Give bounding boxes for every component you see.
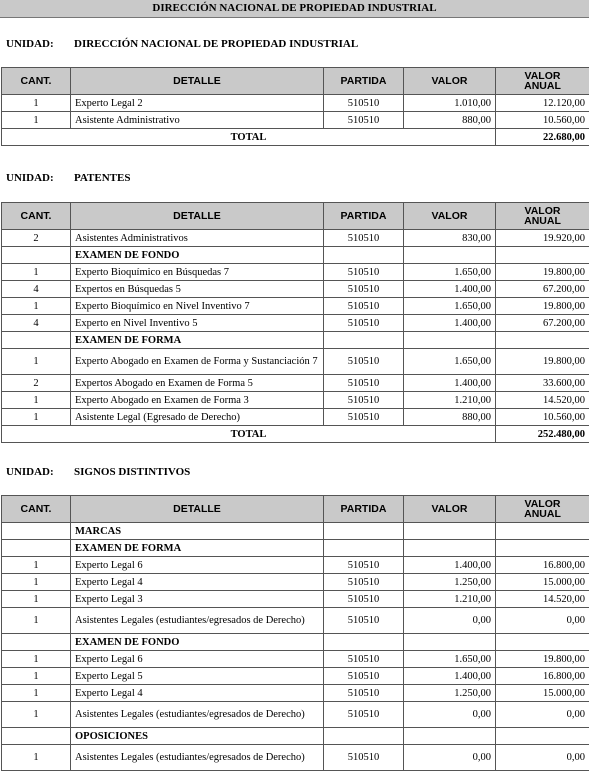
cell-valor-anual: 19.800,00 bbox=[496, 349, 589, 375]
header-valor: VALOR bbox=[404, 68, 496, 95]
cell-cant: 1 bbox=[2, 668, 71, 685]
header-valor-anual bbox=[496, 68, 589, 95]
cell-valor-anual: 19.800,00 bbox=[496, 264, 589, 281]
cell-valor: 1.210,00 bbox=[404, 591, 496, 608]
cell-valor: 1.400,00 bbox=[404, 375, 496, 392]
unit-name: DIRECCIÓN NACIONAL DE PROPIEDAD INDUSTRIAL bbox=[74, 38, 359, 50]
header-valor-anual-line: VALOR bbox=[524, 70, 561, 82]
cell-partida: 510510 bbox=[324, 281, 404, 298]
cell-valor: 1.400,00 bbox=[404, 281, 496, 298]
unit-name: SIGNOS DISTINTIVOS bbox=[74, 466, 191, 478]
table-row bbox=[2, 591, 589, 608]
header-detalle: DETALLE bbox=[71, 68, 324, 95]
header-cant: CANT. bbox=[2, 68, 71, 95]
cell-valor-anual bbox=[496, 523, 589, 540]
subsection-row bbox=[2, 540, 589, 557]
header-partida: PARTIDA bbox=[324, 496, 404, 523]
header-partida: PARTIDA bbox=[324, 203, 404, 230]
table-header-row bbox=[2, 203, 589, 230]
unit-heading bbox=[6, 38, 358, 50]
unit-label: UNIDAD: bbox=[6, 38, 54, 50]
table-header-row bbox=[2, 68, 589, 95]
cell-partida: 510510 bbox=[324, 608, 404, 634]
table-row bbox=[2, 349, 589, 375]
header-detalle: DETALLE bbox=[71, 203, 324, 230]
cell-valor: 880,00 bbox=[404, 112, 496, 129]
table-row bbox=[2, 702, 589, 728]
cell-valor-anual: 14.520,00 bbox=[496, 591, 589, 608]
table-row bbox=[2, 574, 589, 591]
unit-label: UNIDAD: bbox=[6, 172, 54, 184]
cell-cant: 1 bbox=[2, 608, 71, 634]
table-row bbox=[2, 112, 589, 129]
cell-cant: 1 bbox=[2, 685, 71, 702]
cell-valor-anual: 19.920,00 bbox=[496, 230, 589, 247]
header-valor: VALOR bbox=[404, 203, 496, 230]
cell-cant bbox=[2, 728, 71, 745]
cell-valor bbox=[404, 523, 496, 540]
cell-cant: 1 bbox=[2, 112, 71, 129]
cell-valor bbox=[404, 540, 496, 557]
subsection-title: EXAMEN DE FONDO bbox=[71, 247, 324, 264]
cell-partida bbox=[324, 247, 404, 264]
cell-partida bbox=[324, 523, 404, 540]
cell-valor: 880,00 bbox=[404, 409, 496, 426]
cell-partida bbox=[324, 332, 404, 349]
cell-detalle: Experto Legal 6 bbox=[71, 557, 324, 574]
table-row bbox=[2, 668, 589, 685]
cell-partida: 510510 bbox=[324, 668, 404, 685]
subsection-title: EXAMEN DE FONDO bbox=[71, 634, 324, 651]
cell-valor-anual bbox=[496, 540, 589, 557]
cell-valor-anual: 0,00 bbox=[496, 702, 589, 728]
document-banner: DIRECCIÓN NACIONAL DE PROPIEDAD INDUSTRIAL bbox=[0, 0, 589, 18]
cell-partida bbox=[324, 540, 404, 557]
cell-detalle: Experto Legal 3 bbox=[71, 591, 324, 608]
cell-partida: 510510 bbox=[324, 315, 404, 332]
cell-partida: 510510 bbox=[324, 574, 404, 591]
cell-valor-anual bbox=[496, 728, 589, 745]
table-row bbox=[2, 608, 589, 634]
cell-cant: 1 bbox=[2, 702, 71, 728]
cell-cant: 1 bbox=[2, 392, 71, 409]
cell-partida: 510510 bbox=[324, 685, 404, 702]
cell-cant: 2 bbox=[2, 230, 71, 247]
cell-cant: 1 bbox=[2, 745, 71, 771]
cell-partida: 510510 bbox=[324, 95, 404, 112]
cell-cant bbox=[2, 332, 71, 349]
cell-valor-anual: 0,00 bbox=[496, 608, 589, 634]
subsection-row bbox=[2, 247, 589, 264]
header-detalle: DETALLE bbox=[71, 496, 324, 523]
unit-label: UNIDAD: bbox=[6, 466, 54, 478]
cell-partida: 510510 bbox=[324, 557, 404, 574]
total-value: 252.480,00 bbox=[496, 426, 589, 443]
cell-cant: 1 bbox=[2, 651, 71, 668]
cell-valor-anual: 19.800,00 bbox=[496, 298, 589, 315]
cell-valor-anual: 0,00 bbox=[496, 745, 589, 771]
cell-cant: 2 bbox=[2, 375, 71, 392]
header-valor-anual-line: ANUAL bbox=[524, 80, 561, 92]
cell-detalle: Experto Legal 4 bbox=[71, 574, 324, 591]
cell-valor: 0,00 bbox=[404, 745, 496, 771]
cell-detalle: Asistente Legal (Egresado de Derecho) bbox=[71, 409, 324, 426]
cell-valor bbox=[404, 247, 496, 264]
cell-partida: 510510 bbox=[324, 745, 404, 771]
table-row bbox=[2, 745, 589, 771]
cell-detalle: Experto Legal 2 bbox=[71, 95, 324, 112]
cell-detalle: Experto Legal 5 bbox=[71, 668, 324, 685]
cell-partida bbox=[324, 728, 404, 745]
cell-partida: 510510 bbox=[324, 651, 404, 668]
subsection-title: OPOSICIONES bbox=[71, 728, 324, 745]
cell-valor-anual bbox=[496, 247, 589, 264]
cell-cant: 1 bbox=[2, 264, 71, 281]
unit-name: PATENTES bbox=[74, 172, 131, 184]
subsection-title: MARCAS bbox=[71, 523, 324, 540]
cell-valor: 830,00 bbox=[404, 230, 496, 247]
table-row bbox=[2, 392, 589, 409]
cell-partida: 510510 bbox=[324, 375, 404, 392]
header-valor: VALOR bbox=[404, 496, 496, 523]
cell-valor: 1.650,00 bbox=[404, 349, 496, 375]
subsection-row bbox=[2, 332, 589, 349]
cell-valor: 1.210,00 bbox=[404, 392, 496, 409]
table-row bbox=[2, 298, 589, 315]
cell-detalle: Asistentes Legales (estudiantes/egresados de Derecho) bbox=[71, 745, 324, 771]
cell-partida: 510510 bbox=[324, 112, 404, 129]
cell-cant: 1 bbox=[2, 591, 71, 608]
cell-cant: 1 bbox=[2, 298, 71, 315]
budget-table bbox=[1, 67, 589, 146]
cell-valor bbox=[404, 728, 496, 745]
cell-cant bbox=[2, 540, 71, 557]
table-row bbox=[2, 685, 589, 702]
cell-detalle: Asistente Administrativo bbox=[71, 112, 324, 129]
header-partida: PARTIDA bbox=[324, 68, 404, 95]
cell-cant: 1 bbox=[2, 557, 71, 574]
cell-valor-anual: 15.000,00 bbox=[496, 685, 589, 702]
cell-cant bbox=[2, 523, 71, 540]
table-row bbox=[2, 409, 589, 426]
cell-detalle: Experto Abogado en Examen de Forma 3 bbox=[71, 392, 324, 409]
header-valor-anual-line: ANUAL bbox=[524, 215, 561, 227]
cell-detalle: Expertos en Búsquedas 5 bbox=[71, 281, 324, 298]
cell-valor: 1.400,00 bbox=[404, 557, 496, 574]
budget-table bbox=[1, 495, 589, 771]
cell-detalle: Experto Legal 6 bbox=[71, 651, 324, 668]
cell-partida: 510510 bbox=[324, 702, 404, 728]
cell-detalle: Expertos Abogado en Examen de Forma 5 bbox=[71, 375, 324, 392]
cell-valor-anual bbox=[496, 634, 589, 651]
cell-cant: 1 bbox=[2, 95, 71, 112]
cell-valor: 0,00 bbox=[404, 702, 496, 728]
cell-valor: 1.400,00 bbox=[404, 315, 496, 332]
cell-detalle: Experto Abogado en Examen de Forma y Sustanciación 7 bbox=[71, 349, 324, 375]
cell-partida: 510510 bbox=[324, 349, 404, 375]
unit-heading bbox=[6, 172, 130, 184]
cell-cant bbox=[2, 634, 71, 651]
cell-valor-anual: 67.200,00 bbox=[496, 315, 589, 332]
cell-valor-anual: 10.560,00 bbox=[496, 112, 589, 129]
cell-cant bbox=[2, 247, 71, 264]
cell-detalle: Asistentes Administrativos bbox=[71, 230, 324, 247]
cell-partida: 510510 bbox=[324, 591, 404, 608]
header-valor-anual-line: VALOR bbox=[524, 498, 561, 510]
total-label: TOTAL bbox=[2, 426, 496, 443]
cell-valor bbox=[404, 634, 496, 651]
table-row bbox=[2, 557, 589, 574]
subsection-row bbox=[2, 634, 589, 651]
cell-valor-anual bbox=[496, 332, 589, 349]
cell-cant: 1 bbox=[2, 349, 71, 375]
total-row bbox=[2, 426, 589, 443]
cell-valor-anual: 19.800,00 bbox=[496, 651, 589, 668]
cell-detalle: Experto Legal 4 bbox=[71, 685, 324, 702]
cell-valor: 1.010,00 bbox=[404, 95, 496, 112]
cell-partida: 510510 bbox=[324, 230, 404, 247]
table-row bbox=[2, 315, 589, 332]
cell-valor-anual: 33.600,00 bbox=[496, 375, 589, 392]
cell-valor: 1.250,00 bbox=[404, 685, 496, 702]
cell-partida: 510510 bbox=[324, 264, 404, 281]
cell-valor: 1.400,00 bbox=[404, 668, 496, 685]
cell-detalle: Experto en Nivel Inventivo 5 bbox=[71, 315, 324, 332]
header-valor-anual-line: ANUAL bbox=[524, 508, 561, 520]
cell-cant: 1 bbox=[2, 409, 71, 426]
cell-valor-anual: 10.560,00 bbox=[496, 409, 589, 426]
table-row bbox=[2, 281, 589, 298]
header-valor-anual bbox=[496, 203, 589, 230]
cell-cant: 1 bbox=[2, 574, 71, 591]
unit-heading bbox=[6, 466, 190, 478]
cell-detalle: Asistentes Legales (estudiantes/egresados de Derecho) bbox=[71, 702, 324, 728]
cell-partida: 510510 bbox=[324, 298, 404, 315]
table-row bbox=[2, 651, 589, 668]
subsection-row bbox=[2, 728, 589, 745]
table-row bbox=[2, 264, 589, 281]
cell-valor: 1.250,00 bbox=[404, 574, 496, 591]
cell-valor: 1.650,00 bbox=[404, 651, 496, 668]
budget-table bbox=[1, 202, 589, 443]
header-valor-anual bbox=[496, 496, 589, 523]
subsection-row bbox=[2, 523, 589, 540]
table-header-row bbox=[2, 496, 589, 523]
cell-valor-anual: 16.800,00 bbox=[496, 668, 589, 685]
table-row bbox=[2, 375, 589, 392]
total-value: 22.680,00 bbox=[496, 129, 589, 146]
table-row bbox=[2, 230, 589, 247]
cell-detalle: Experto Bioquímico en Búsquedas 7 bbox=[71, 264, 324, 281]
cell-valor-anual: 16.800,00 bbox=[496, 557, 589, 574]
cell-valor: 1.650,00 bbox=[404, 298, 496, 315]
subsection-title: EXAMEN DE FORMA bbox=[71, 540, 324, 557]
total-label: TOTAL bbox=[2, 129, 496, 146]
cell-valor-anual: 12.120,00 bbox=[496, 95, 589, 112]
total-row bbox=[2, 129, 589, 146]
cell-cant: 4 bbox=[2, 315, 71, 332]
cell-detalle: Experto Bioquímico en Nivel Inventivo 7 bbox=[71, 298, 324, 315]
cell-valor: 0,00 bbox=[404, 608, 496, 634]
cell-partida: 510510 bbox=[324, 409, 404, 426]
cell-partida bbox=[324, 634, 404, 651]
header-valor-anual-line: VALOR bbox=[524, 205, 561, 217]
header-cant: CANT. bbox=[2, 496, 71, 523]
cell-cant: 4 bbox=[2, 281, 71, 298]
cell-valor-anual: 67.200,00 bbox=[496, 281, 589, 298]
header-cant: CANT. bbox=[2, 203, 71, 230]
cell-detalle: Asistentes Legales (estudiantes/egresados de Derecho) bbox=[71, 608, 324, 634]
cell-valor bbox=[404, 332, 496, 349]
cell-valor: 1.650,00 bbox=[404, 264, 496, 281]
cell-partida: 510510 bbox=[324, 392, 404, 409]
cell-valor-anual: 14.520,00 bbox=[496, 392, 589, 409]
subsection-title: EXAMEN DE FORMA bbox=[71, 332, 324, 349]
cell-valor-anual: 15.000,00 bbox=[496, 574, 589, 591]
table-row bbox=[2, 95, 589, 112]
